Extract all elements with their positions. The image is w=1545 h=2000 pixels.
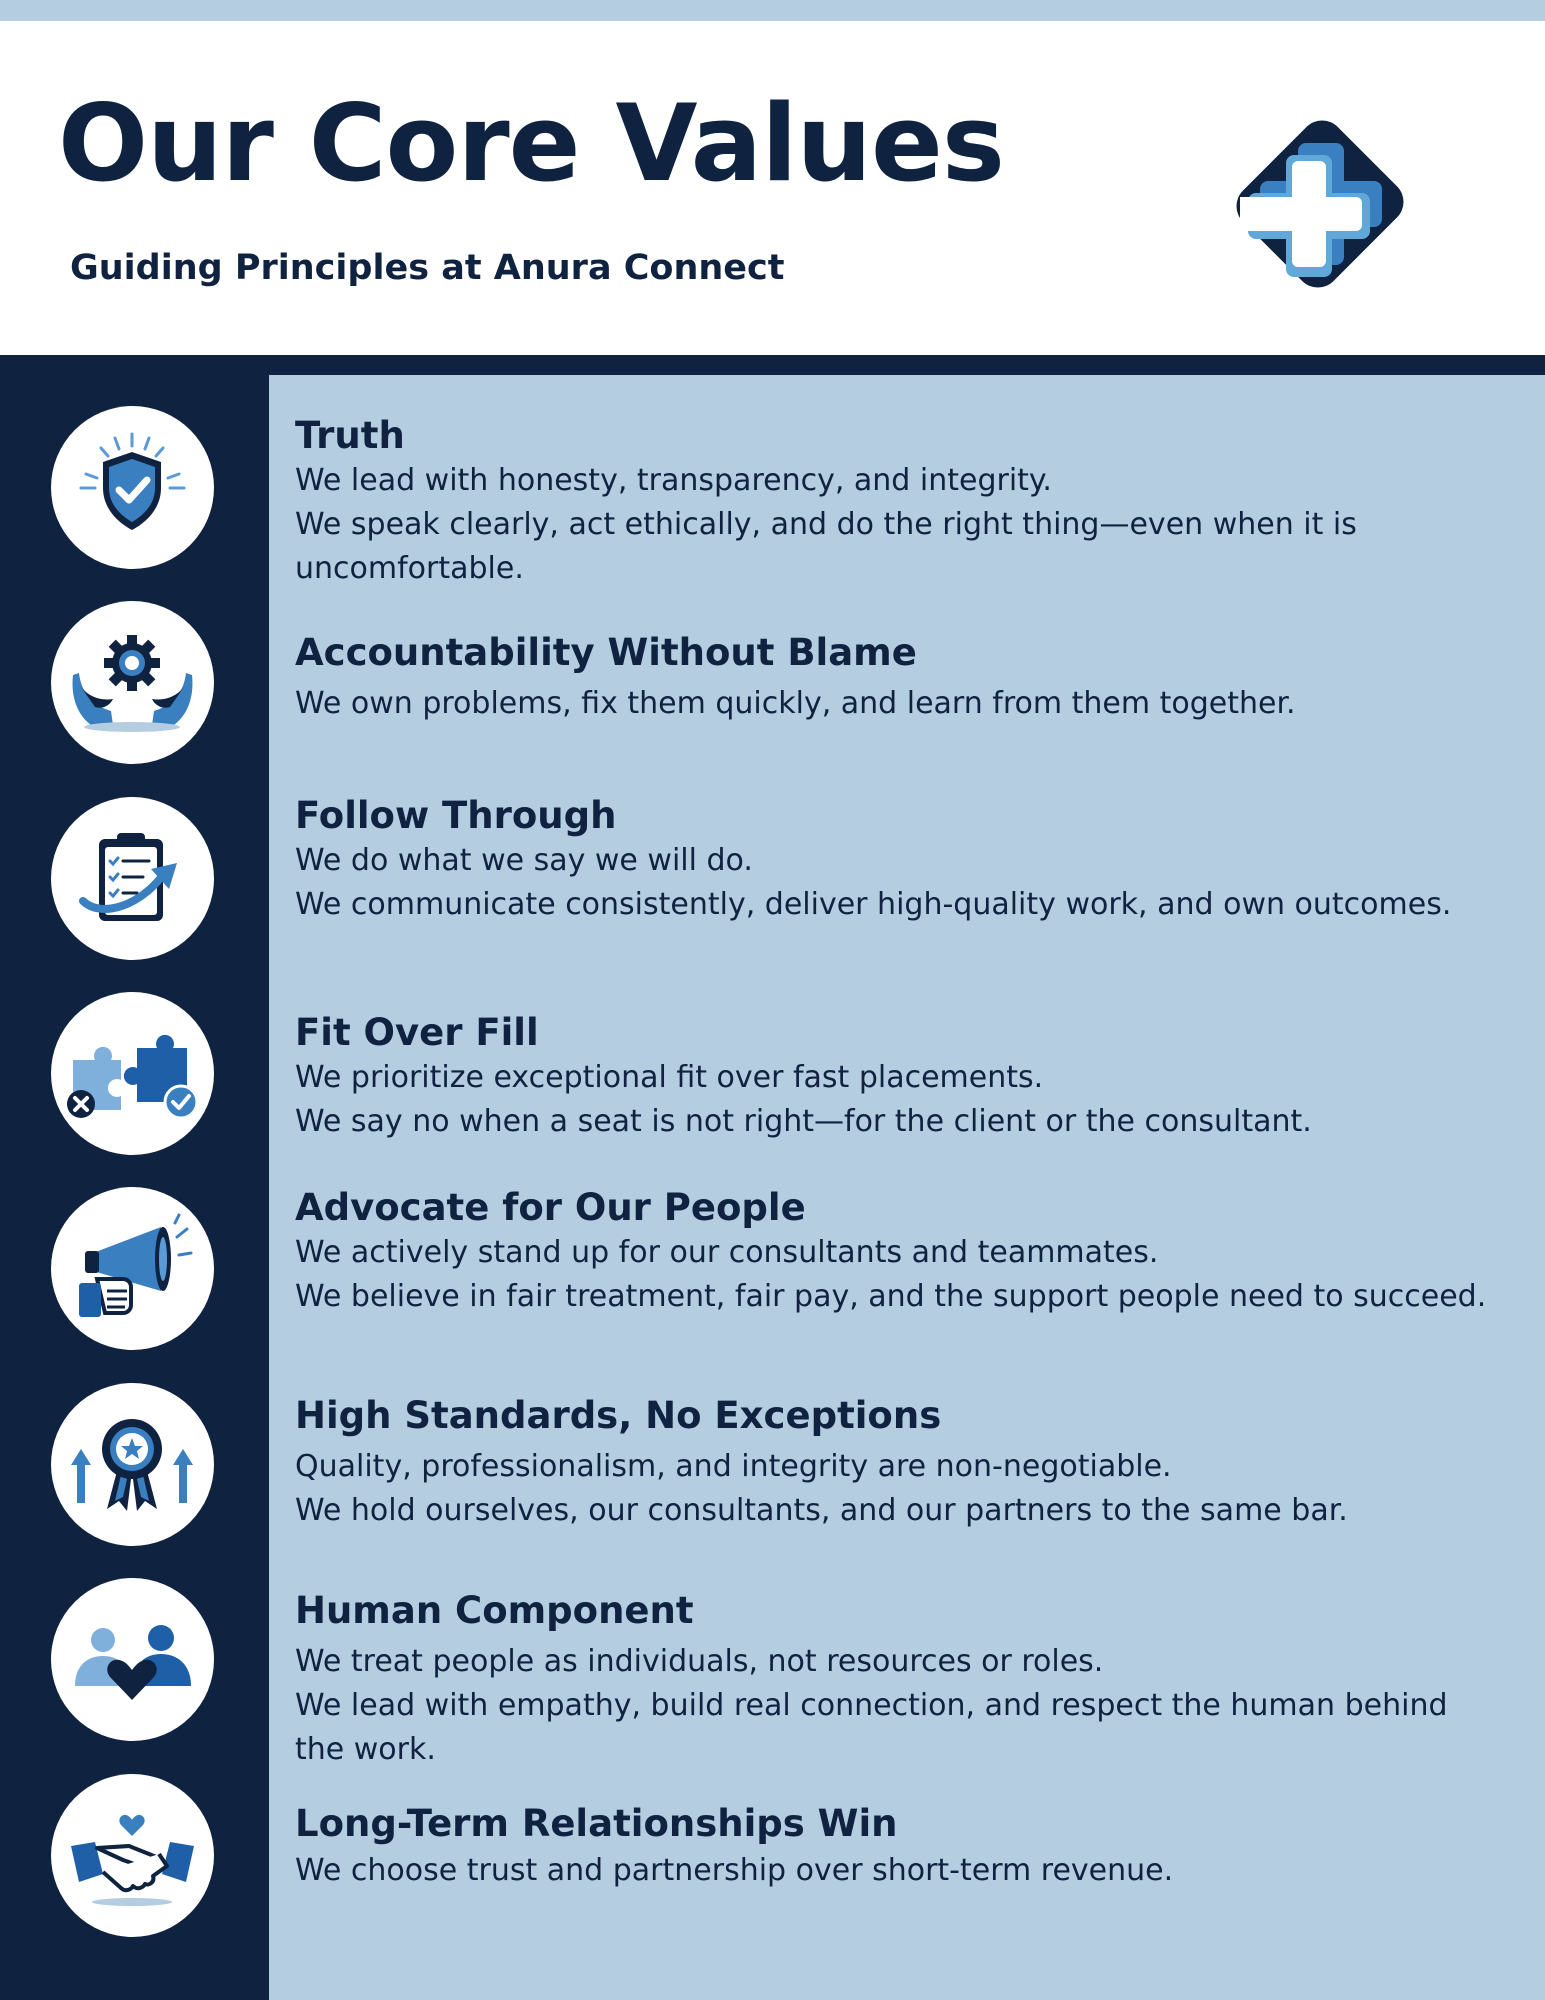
page-subtitle: Guiding Principles at Anura Connect <box>70 248 785 288</box>
value-description: We lead with honesty, transparency, and integrity. We speak clearly, act ethically, and do the right thing—even when it is uncomfortable. <box>295 463 1357 586</box>
value-title: Advocate for Our People <box>295 1186 806 1229</box>
page-title: Our Core Values <box>58 82 1004 205</box>
value-truth <box>295 413 1495 591</box>
value-description: We treat people as individuals, not resources or roles. We lead with empathy, build real connection, and respect the human behind the work. <box>295 1644 1448 1767</box>
follow-through-icon-circle <box>51 797 214 960</box>
value-description: We actively stand up for our consultants and teammates. We believe in fair treatment, fair pay, and the support people need to succeed. <box>295 1235 1487 1314</box>
hands-gear-icon <box>51 601 214 764</box>
value-description: We do what we say we will do. We communicate consistently, deliver high-quality work, and own outcomes. <box>295 843 1452 922</box>
value-follow-through <box>295 793 1495 927</box>
value-title: Truth <box>295 414 405 457</box>
truth-icon-circle <box>51 406 214 569</box>
value-long-term-relationships <box>295 1801 1495 1893</box>
human-component-icon-circle <box>51 1578 214 1741</box>
high-standards-icon-circle <box>51 1383 214 1546</box>
value-fit-over-fill <box>295 1010 1495 1144</box>
value-accountability <box>295 630 1495 726</box>
value-description: We prioritize exceptional fit over fast placements. We say no when a seat is not right—for the client or the consultant. <box>295 1060 1312 1139</box>
company-logo-icon <box>1228 109 1412 299</box>
advocate-icon-circle <box>51 1187 214 1350</box>
puzzle-pieces-icon <box>51 992 214 1155</box>
clipboard-arrow-icon <box>51 797 214 960</box>
top-accent-band <box>0 0 1545 21</box>
value-title: Human Component <box>295 1589 694 1632</box>
value-title: High Standards, No Exceptions <box>295 1394 942 1437</box>
people-heart-icon <box>51 1578 214 1741</box>
value-description: We choose trust and partnership over short-term revenue. <box>295 1853 1174 1888</box>
fit-over-fill-icon-circle <box>51 992 214 1155</box>
value-human-component <box>295 1588 1495 1772</box>
value-title: Accountability Without Blame <box>295 631 917 674</box>
accountability-icon-circle <box>51 601 214 764</box>
award-badge-icon <box>51 1383 214 1546</box>
value-title: Follow Through <box>295 794 617 837</box>
megaphone-icon <box>51 1187 214 1350</box>
page-header <box>0 21 1545 355</box>
shield-check-icon <box>51 406 214 569</box>
value-title: Fit Over Fill <box>295 1011 539 1054</box>
value-title: Long-Term Relationships Win <box>295 1802 898 1845</box>
handshake-heart-icon <box>51 1774 214 1937</box>
value-high-standards <box>295 1393 1495 1533</box>
value-description: Quality, professionalism, and integrity are non-negotiable. We hold ourselves, our consultants, and our partners to the same bar. <box>295 1449 1348 1528</box>
value-advocate <box>295 1185 1495 1319</box>
value-description: We own problems, fix them quickly, and learn from them together. <box>295 686 1296 721</box>
long-term-relationships-icon-circle <box>51 1774 214 1937</box>
